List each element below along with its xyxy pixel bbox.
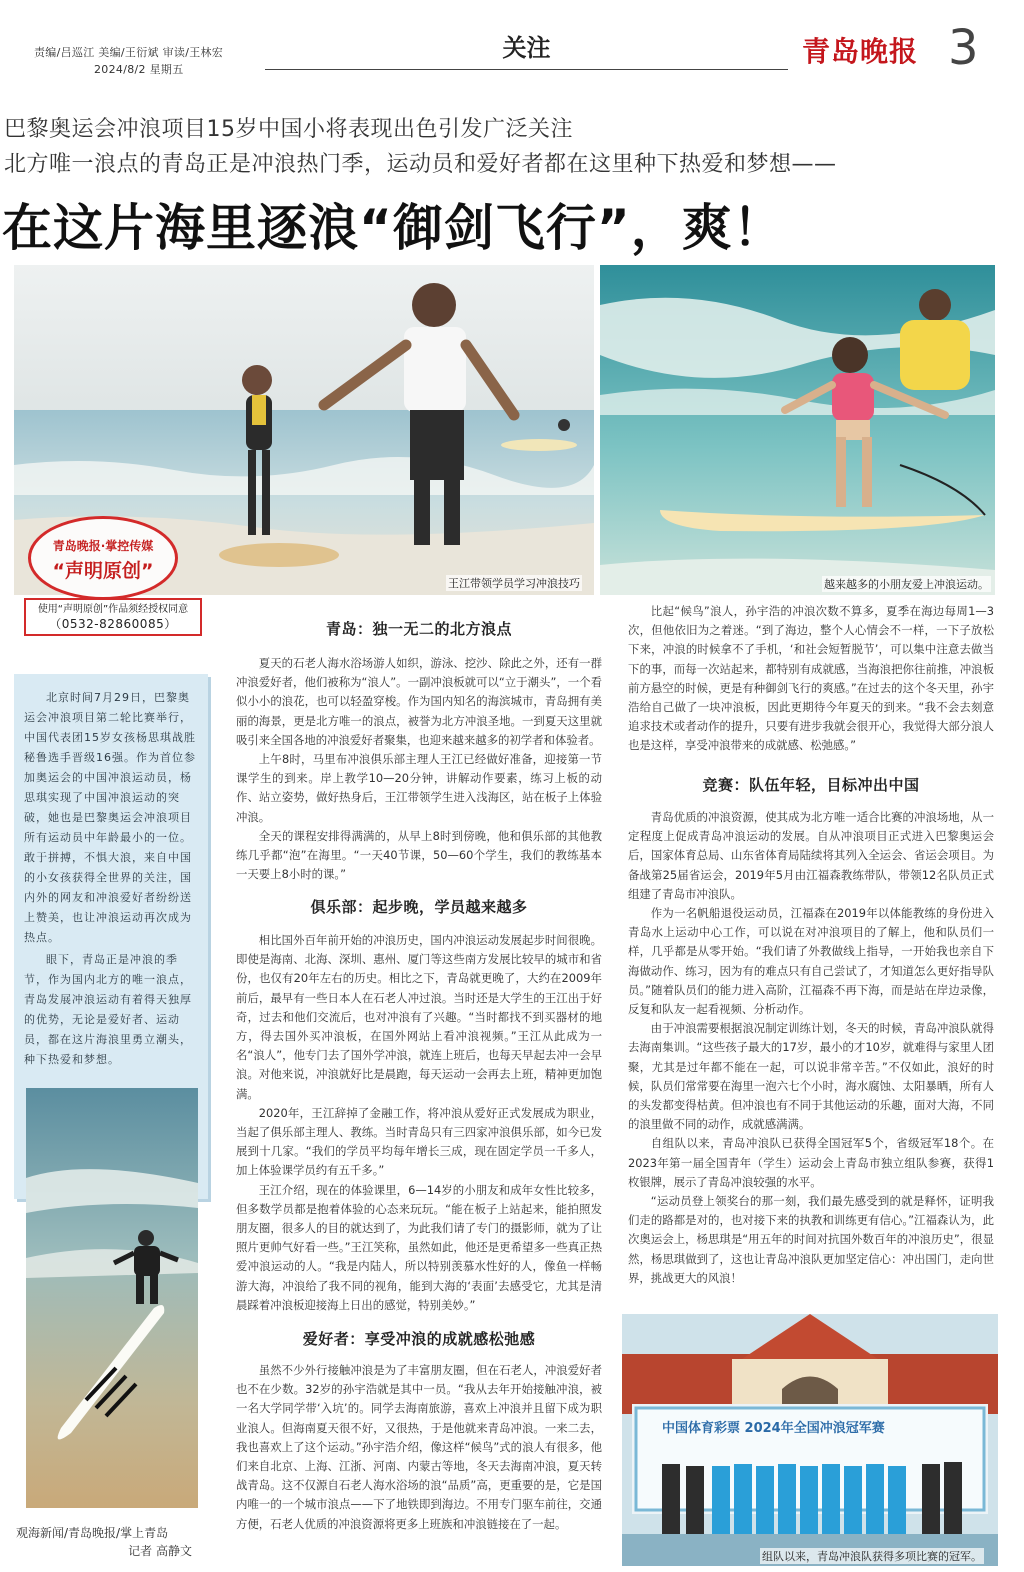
byline-source: 观海新闻/青岛晚报/掌上青岛 (16, 1526, 169, 1540)
page-number: 3 (948, 20, 979, 76)
editors: 责编/吕巡江 美编/王衍斌 审读/王林宏 (34, 46, 224, 59)
stamp-line-2: “声明原创” (52, 560, 154, 582)
article-section-4 (628, 808, 994, 1288)
article-section-2 (236, 931, 602, 1315)
byline-reporter: 记者 高静文 (128, 1544, 192, 1558)
paragraph: 由于冲浪需要根据浪况制定训练计划，冬天的时候，青岛冲浪队就得去海南集训。“这些孩子最大的17岁，最小的才10岁，就难得与家里人团聚，尤其是过年都不能在一起，可以说非常辛苦。”不仅如此，浪好的时候，队员们常常要在海里一泡六七个小时，海水腐蚀、太阳暴晒，所有人的头发都变得枯黄。但冲浪也有不同于其他运动的乐趣，面对大海，不同的浪里做不同的动作，成就感满满。 (628, 1021, 994, 1132)
photo-child-surfing (600, 265, 995, 595)
paragraph: 作为一名帆船退役运动员，江福森在2019年以体能教练的身份进入青岛水上运动中心工作，可以说在对冲浪项目的了解上，他和队员们一样，几乎都是从零开始。“我们请了外教做线上指导，一开始我也亲自下海做动作、练习，因为有的难点只有自己尝试了，才知道怎么更好指导队员。”随着队员们的能力进入高阶，江福森不再下海，而是站在岸边录像，反复和队友一起看视频、分析动作。 (628, 906, 994, 1017)
paragraph: 全天的课程安排得满满的，从早上8时到傍晚，他和俱乐部的其他教练几乎都“泡”在海里。“一天40节课，50—60个学生，我们的教练基本一天要上8小时的课。” (236, 828, 602, 882)
headline: 在这片海里逐浪“御剑飞行”，爽！ (2, 199, 784, 257)
paragraph: 比起“候鸟”浪人，孙宇浩的冲浪次数不算多，夏季在海边每周1—3次，但他依旧为之着迷。“到了海边，整个人心情会不一样，一下子放松下来，冲浪的时候拿不了手机，‘和社会短暂脱节’，可以集中注意去做当下的事，而每一次站起来，都特别有成就感，当海浪把你往前推，冲浪板前方悬空的时候，更是有种御剑飞行的爽感。”在过去的这个冬天里，孙宇浩给自己做了一块冲浪板，因此更期待今年夏天的到来。“我不会去刻意追求技术或者动作的提升，只要有进步我就会很开心，我觉得大部分浪人也是这样，享受冲浪带来的成就感、松弛感。” (628, 604, 994, 753)
issue-date: 2024/8/2 星期五 (94, 63, 184, 76)
photo-illustration (600, 265, 995, 595)
paragraph: “运动员登上领奖台的那一刻，我们最先感受到的就是释怀，证明我们走的路都是对的，也对接下来的执教和训练更有信心。”江福森认为，此次奥运会上，杨思琪是“用五年的时间对抗国外数百年的冲浪历史”，很显然，杨思琪做到了，这也让青岛冲浪队更加坚定信心：冲出国门，走向世界，挑战更大的风浪！ (628, 1194, 994, 1285)
byline (16, 1524, 192, 1560)
photo-surfer-on-wave (26, 1088, 198, 1508)
permission-notice (24, 598, 202, 636)
paragraph: 青岛优质的冲浪资源，使其成为北方唯一适合比赛的冲浪场地，从一定程度上促成青岛冲浪运动的发展。自从冲浪项目正式进入巴黎奥运会后，国家体育总局、山东省体育局陆续将其列入全运会、省运会项目。为备战第25届省运会，2019年5月由江福森教练带队，带领12名队员正式组建了青岛市冲浪队。 (628, 810, 994, 901)
permission-phone: （0532-82860085） (49, 617, 177, 631)
permission-text: 使用“声明原创”作品须经授权同意 (37, 604, 189, 615)
photo-illustration (26, 1088, 198, 1508)
paragraph: 夏天的石老人海水浴场游人如织，游泳、挖沙、除此之外，还有一群冲浪爱好者，他们被称为“浪人”。一副冲浪板就可以“立于潮头”，一个看似小小的浪花，也可以轻盈穿梭。作为国内知名的海滨城市，青岛拥有美丽的海景，更是北方唯一的浪点，被誉为北方冲浪圣地。一到夏天这里就吸引来全国各地的冲浪爱好者聚集，也迎来越来越多的初学者和体验者。 (236, 656, 602, 747)
kicker-line-2: 北方唯一浪点的青岛正是冲浪热门季，运动员和爱好者都在这里种下热爱和梦想—— (4, 152, 837, 177)
paragraph: 虽然不少外行接触冲浪是为了丰富朋友圈，但在石老人，冲浪爱好者也不在少数。32岁的孙宇浩就是其中一员。“我从去年开始接触冲浪，被一名大学同学带‘入坑’的。同学去海南旅游，喜欢上冲浪并且留下成为职业浪人。但海南夏天很不好，又很热，于是他就来青岛冲浪。一来二去，我也喜欢上了这个运动。”孙宇浩介绍，像这样“候鸟”式的浪人有很多，他们来自北京、上海、江浙、河南、内蒙古等地，冬天去海南冲浪，夏天转战青岛。这不仅源自石老人海水浴场的浪“品质”高，更重要的是，它是国内唯一的一个城市浪点——下了地铁即到海边。不用专门驱车前往，交通方便，石老人优质的冲浪资源将更多上班族和冲浪链接在了一起。 (236, 1363, 602, 1531)
paragraph: 上午8时，马里布冲浪俱乐部主理人王江已经做好准备，迎接第一节课学生的到来。岸上教学10—20分钟，讲解动作要素，练习上板的动作、站立姿势，做好热身后，王江带领学生进入浅海区，站在板子上体验冲浪。 (236, 752, 602, 824)
masthead-logo: 青岛晚报 (802, 35, 919, 68)
subhead-club: 俱乐部：起步晚，学员越来越多 (310, 898, 528, 916)
article-section-1 (236, 654, 602, 884)
photo-caption: 组队以来，青岛冲浪队获得多项比赛的冠军。 (762, 1550, 982, 1563)
photo-illustration (622, 1314, 998, 1566)
subhead-enthusiasts: 爱好者：享受冲浪的成就感松弛感 (302, 1330, 536, 1348)
kicker-line-1: 巴黎奥运会冲浪项目15岁中国小将表现出色引发广泛关注 (4, 117, 573, 142)
paragraph: 相比国外百年前开始的冲浪历史，国内冲浪运动发展起步时间很晚。即使是海南、北海、深圳、惠州、厦门等这些南方发展比较早的城市和省份，也仅有20年左右的历史。相比之下，青岛就更晚了，大约在2009年前后，最早有一些日本人在石老人冲过浪。当时还是大学生的王江出于好奇，过去和他们交流后，也对冲浪有了兴趣。“当时都找不到买器材的地方，得去国外买冲浪板，在国外网站上看冲浪视频。”王江从此成为一名“浪人”，他专门去了国外学冲浪，就连上班后，也每天早起去冲一会早浪。对他来说，冲浪就好比是晨跑，每天运动一会再去上班，精神更加饱满。 (236, 933, 602, 1101)
banner-text: 中国体育彩票 2024年全国冲浪冠军赛 (662, 1421, 885, 1436)
photo-caption: 王江带领学员学习冲浪技巧 (448, 577, 580, 590)
subhead-qingdao: 青岛：独一无二的北方浪点 (325, 620, 512, 638)
section-title: 关注 (265, 30, 788, 70)
editor-credits (34, 44, 223, 78)
article-section-3 (236, 1361, 602, 1534)
article-section-3-continued (628, 602, 994, 756)
lead-paragraph: 北京时间7月29日，巴黎奥运会冲浪项目第二轮比赛举行，中国代表团15岁女孩杨思琪战胜秘鲁选手晋级16强。作为首位参加奥运会的中国冲浪运动员，杨思琪实现了中国冲浪运动的突破，她也是巴黎奥运会冲浪项目所有运动员中年龄最小的一位。敢于拼搏，不惧大浪，来自中国的小女孩获得全世界的关注，国内外的网友和冲浪爱好者纷纷送上赞美，也让冲浪运动再次成为热点。 (24, 691, 196, 944)
original-statement-stamp (28, 516, 178, 600)
photo-caption: 越来越多的小朋友爱上冲浪运动。 (824, 578, 989, 591)
paragraph: 自组队以来，青岛冲浪队已获得全国冠军5个，省级冠军18个。在2023年第一届全国青年（学生）运动会上青岛市独立组队参赛，获得1枚银牌，展示了青岛冲浪较强的水平。 (628, 1136, 994, 1189)
photo-team-champions (622, 1314, 998, 1566)
paragraph: 王江介绍，现在的体验课里，6—14岁的小朋友和成年女性比较多，但多数学员都是抱着体验的心态来玩玩。“能在板子上站起来，能拍照发朋友圈，很多人的目的就达到了，为此我们请了专门的摄影师，就为了让照片更帅气好看一些。”王江笑称，虽然如此，他还是更希望多一些真正热爱冲浪运动的人。“我是内陆人，所以特别羡慕水性好的人，像鱼一样畅游大海，冲浪给了我不同的视角，能到大海的‘表面’去感受它，尤其是清晨踩着冲浪板迎接海上日出的感觉，特别美妙。” (236, 1182, 602, 1312)
subhead-competition: 竞赛：队伍年轻，目标冲出中国 (702, 776, 920, 794)
paragraph: 2020年，王江辞掉了金融工作，将冲浪从爱好正式发展成为职业，当起了俱乐部主理人、教练。当时青岛只有三四家冲浪俱乐部，如今已发展到十几家。“我们的学员平均每年增长三成，现在固定学员一千多人，加上体验课学员约有五千多。” (236, 1105, 602, 1178)
lead-paragraph: 眼下，青岛正是冲浪的季节，作为国内北方的唯一浪点，青岛发展冲浪运动有着得天独厚的优势，无论是爱好者、运动员，都在这片海浪里勇立潮头，种下热爱和梦想。 (24, 953, 192, 1066)
stamp-line-1: 青岛晚报·掌控传媒 (52, 539, 154, 553)
